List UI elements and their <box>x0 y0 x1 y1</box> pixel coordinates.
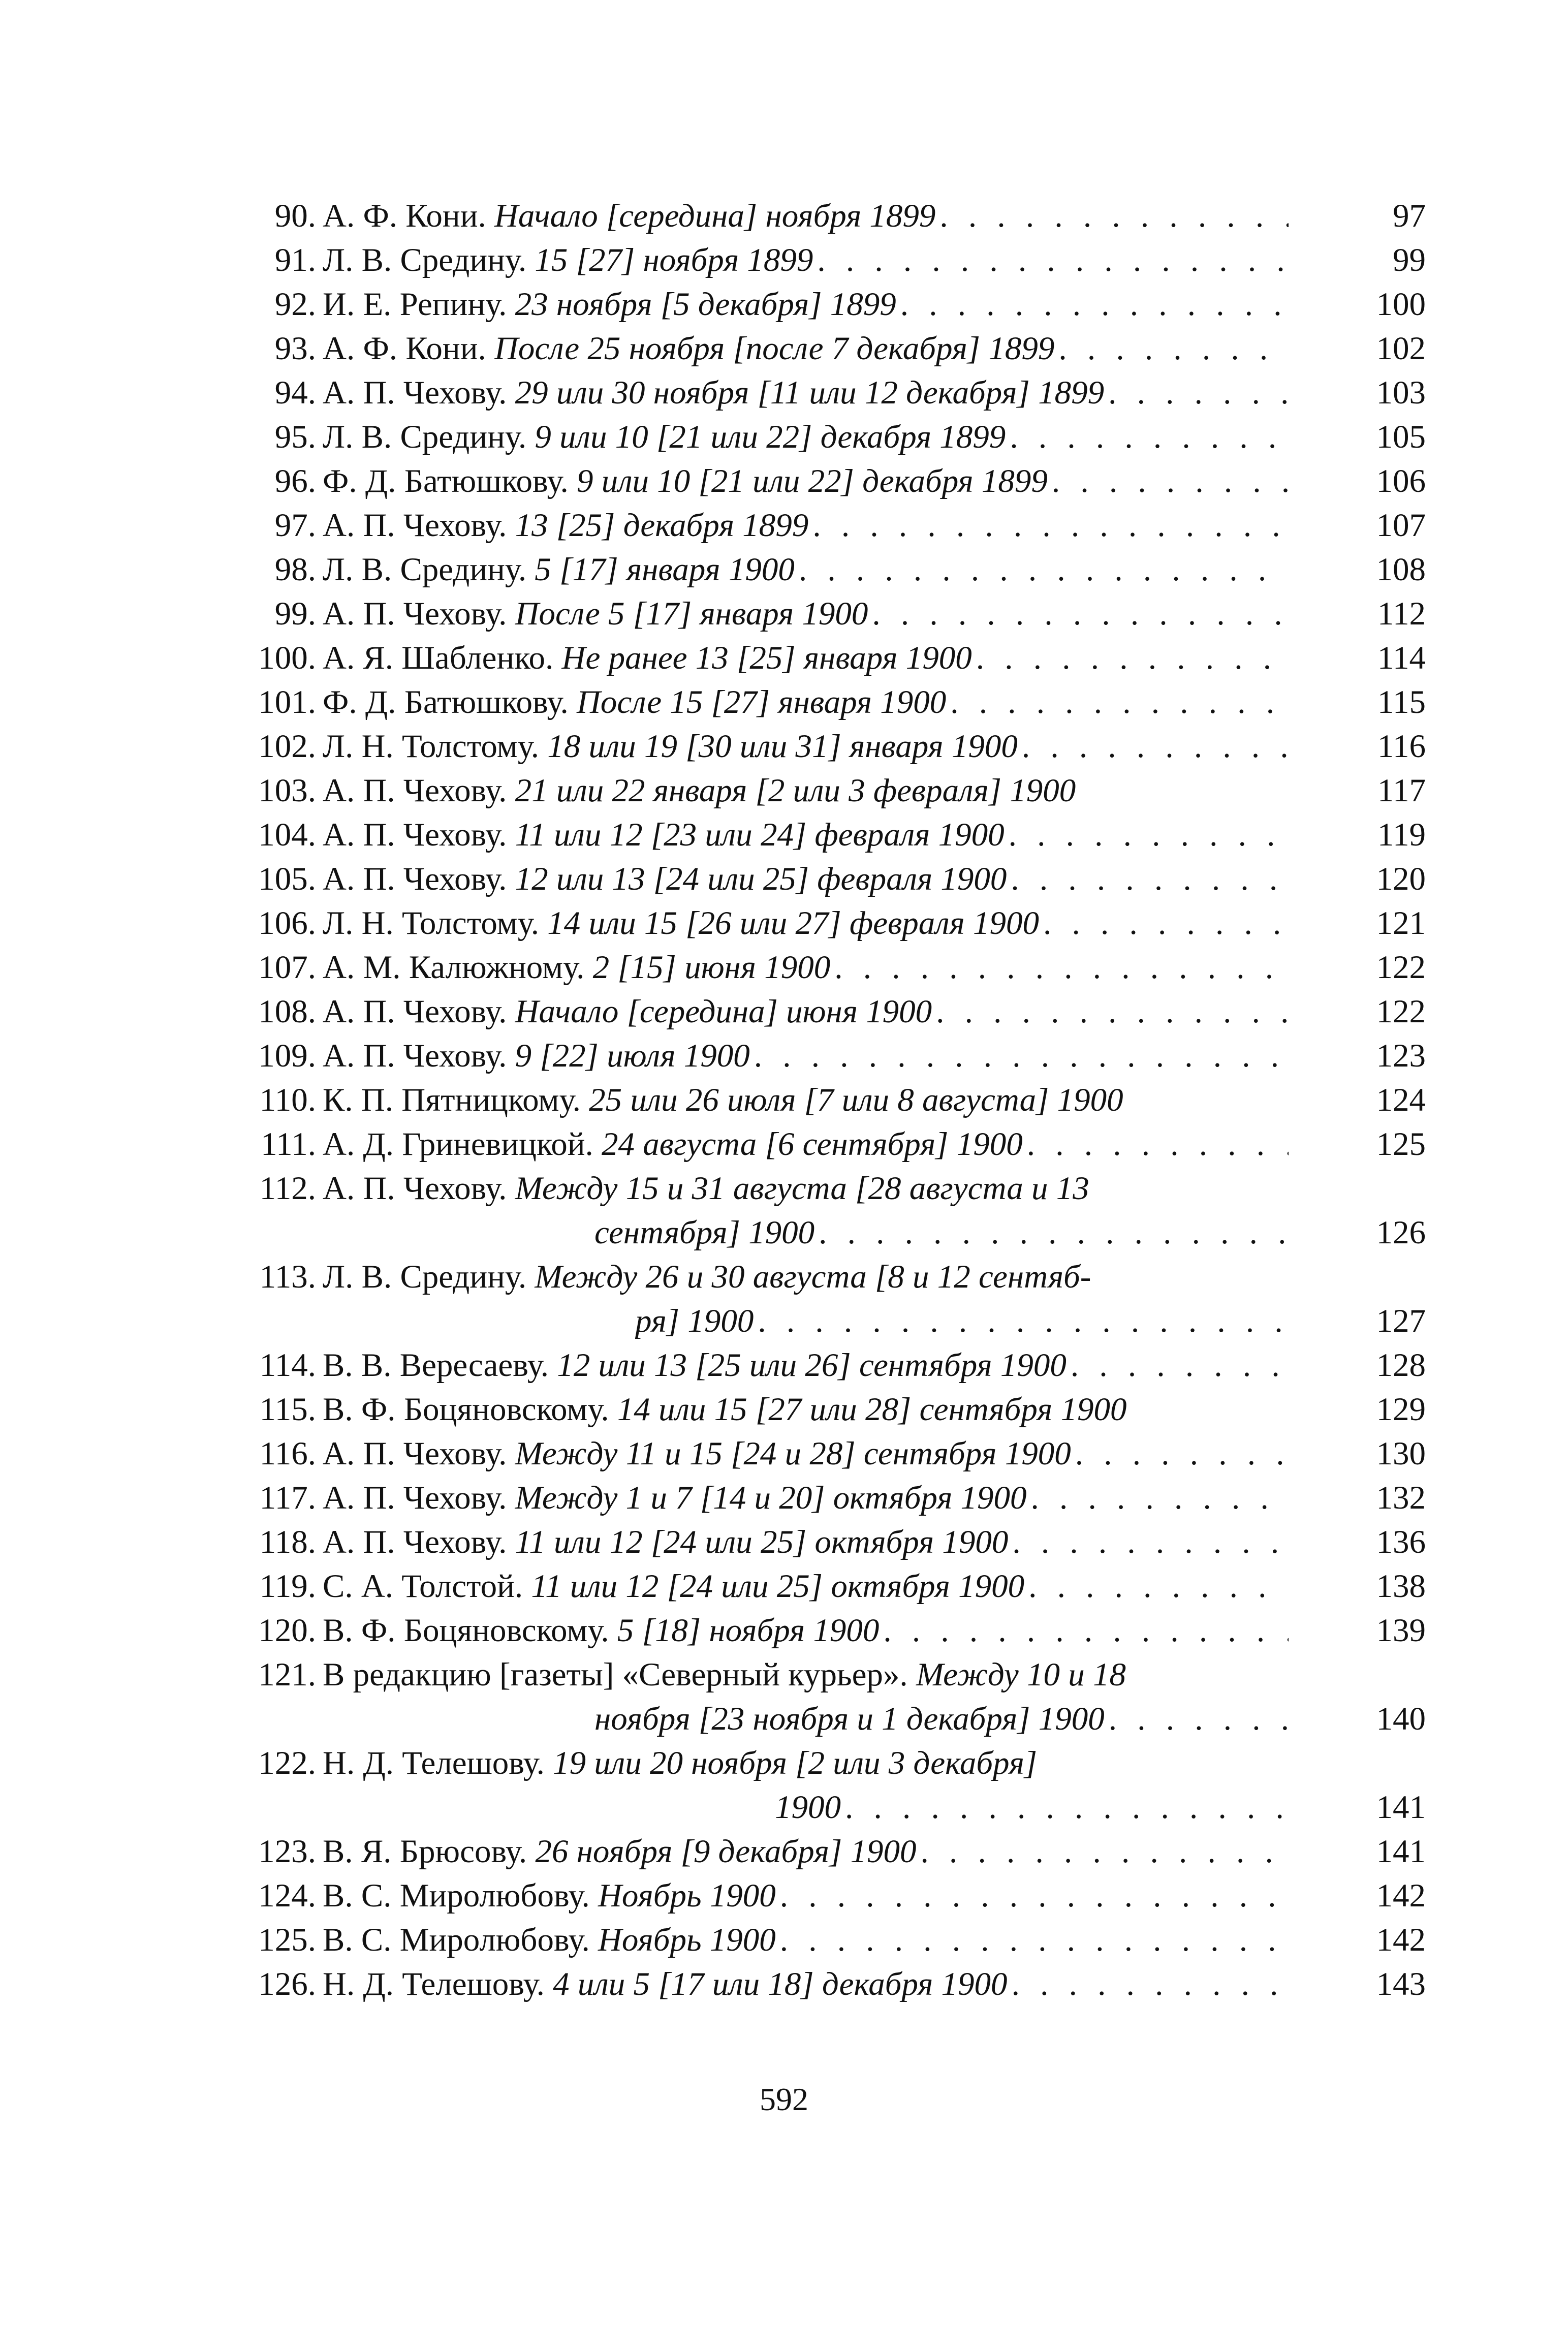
page-number: 141 <box>1376 1789 1426 1826</box>
leader-dots <box>834 946 1289 990</box>
recipient: Н. Д. Телешову. <box>323 1745 545 1781</box>
letter-date: После 5 [17] января 1900 <box>515 595 868 632</box>
entry-number: 110. <box>259 1082 316 1118</box>
toc-entry <box>239 1653 1426 1741</box>
recipient: В. С. Миролюбову. <box>323 1922 590 1958</box>
toc-entry <box>239 371 1426 415</box>
letter-date: 18 или 19 [30 или 31] января 1900 <box>547 728 1018 765</box>
letter-date: 9 или 10 [21 или 22] декабря 1899 <box>535 419 1006 455</box>
recipient: Ф. Д. Батюшкову. <box>323 684 569 720</box>
recipient: А. П. Чехову. <box>323 1170 507 1207</box>
page-number: 124 <box>1376 1082 1426 1118</box>
recipient: А. П. Чехову. <box>323 1435 507 1472</box>
leader-dots <box>872 592 1289 636</box>
page-number: 128 <box>1376 1347 1426 1384</box>
entry-number: 114. <box>259 1347 316 1384</box>
page-number: 103 <box>1376 374 1426 411</box>
page-number: 105 <box>1376 419 1426 455</box>
entry-number: 121. <box>258 1656 316 1693</box>
letter-date: 9 [22] июля 1900 <box>515 1038 750 1074</box>
page-number: 99 <box>1393 242 1426 278</box>
leader-dots <box>1071 1343 1289 1388</box>
entry-number: 99. <box>274 595 316 632</box>
entry-number: 106. <box>258 905 316 942</box>
entry-number: 126. <box>258 1966 316 2002</box>
leader-dots <box>1010 415 1289 459</box>
leader-dots <box>845 1785 1289 1830</box>
toc-entry <box>239 1564 1426 1609</box>
leader-dots <box>1012 1962 1289 2007</box>
leader-dots <box>1011 857 1289 901</box>
letter-date: 12 или 13 [25 или 26] сентября 1900 <box>557 1347 1067 1384</box>
leader-dots <box>1108 371 1289 415</box>
toc-entry <box>239 1520 1426 1564</box>
toc-entry <box>239 946 1426 990</box>
letter-date: Между 26 и 30 августа [8 и 12 сентяб- <box>535 1259 1091 1295</box>
entry-number: 113. <box>259 1259 316 1295</box>
entry-number: 91. <box>274 242 316 278</box>
letter-date: 14 или 15 [27 или 28] сентября 1900 <box>617 1391 1127 1428</box>
leader-dots <box>1052 459 1289 504</box>
entry-number: 98. <box>274 551 316 588</box>
leader-dots <box>812 504 1289 548</box>
letter-date: 25 или 26 июля [7 или 8 августа] 1900 <box>589 1082 1123 1118</box>
entry-number: 115. <box>259 1391 316 1428</box>
recipient: В. В. Вересаеву. <box>323 1347 549 1384</box>
recipient: В. Я. Брюсову. <box>323 1833 527 1870</box>
entry-number: 122. <box>258 1745 316 1781</box>
entry-number: 108. <box>258 993 316 1030</box>
entry-number: 117. <box>259 1480 316 1516</box>
page-number: 122 <box>1376 993 1426 1030</box>
entry-number: 111. <box>261 1126 316 1163</box>
entry-number: 96. <box>274 463 316 499</box>
entry-number: 107. <box>258 949 316 986</box>
letter-date: Ноябрь 1900 <box>598 1922 776 1958</box>
page-number: 117 <box>1377 772 1426 809</box>
leader-dots <box>1109 1697 1289 1741</box>
toc-entry <box>239 1343 1426 1388</box>
letter-date: 11 или 12 [23 или 24] февраля 1900 <box>515 817 1005 853</box>
page-number: 141 <box>1376 1833 1426 1870</box>
table-of-contents <box>239 194 1426 2007</box>
entry-number: 93. <box>274 330 316 367</box>
leader-dots <box>1075 1432 1289 1476</box>
toc-entry <box>239 194 1426 238</box>
letter-date: 21 или 22 января [2 или 3 февраля] 1900 <box>515 772 1076 809</box>
toc-entry <box>239 415 1426 459</box>
letter-date: 23 ноября [5 декабря] 1899 <box>515 286 896 323</box>
leader-dots <box>817 238 1289 283</box>
leader-dots <box>1028 1564 1289 1609</box>
entry-number: 103. <box>258 772 316 809</box>
toc-entry <box>239 636 1426 680</box>
toc-entry <box>239 327 1426 371</box>
toc-entry <box>239 990 1426 1034</box>
page-number: 132 <box>1376 1480 1426 1516</box>
letter-date-continued: ря] 1900 <box>635 1303 754 1339</box>
entry-number: 90. <box>274 198 316 234</box>
leader-dots <box>976 636 1289 680</box>
recipient: К. П. Пятницкому. <box>323 1082 581 1118</box>
letter-date: Между 10 и 18 <box>916 1656 1126 1693</box>
letter-date: Между 15 и 31 августа [28 августа и 13 <box>515 1170 1089 1207</box>
toc-entry <box>239 1078 1426 1122</box>
recipient: А. Ф. Кони. <box>323 330 486 367</box>
page-number: 120 <box>1376 861 1426 897</box>
letter-date: 29 или 30 ноября [11 или 12 декабря] 1899 <box>515 374 1105 411</box>
toc-entry <box>239 1034 1426 1078</box>
entry-number: 125. <box>258 1922 316 1958</box>
leader-dots <box>1058 327 1289 371</box>
recipient: А. П. Чехову. <box>323 595 507 632</box>
entry-number: 92. <box>274 286 316 323</box>
entry-number: 101. <box>258 684 316 720</box>
recipient: А. П. Чехову. <box>323 772 507 809</box>
page-number: 119 <box>1377 817 1426 853</box>
leader-dots <box>950 680 1289 725</box>
recipient: А. П. Чехову. <box>323 993 507 1030</box>
letter-date: 5 [17] января 1900 <box>535 551 795 588</box>
recipient: А. П. Чехову. <box>323 817 507 853</box>
letter-date: 2 [15] июня 1900 <box>592 949 831 986</box>
page-number: 139 <box>1376 1612 1426 1649</box>
toc-entry <box>239 1255 1426 1343</box>
toc-entry <box>239 1609 1426 1653</box>
leader-dots <box>1027 1122 1289 1167</box>
letter-date: Не ранее 13 [25] января 1900 <box>561 640 972 676</box>
page-number: 107 <box>1376 507 1426 544</box>
entry-number: 105. <box>258 861 316 897</box>
page-number: 126 <box>1376 1214 1426 1251</box>
toc-entry <box>239 680 1426 725</box>
entry-number: 94. <box>274 374 316 411</box>
recipient: А. П. Чехову. <box>323 374 507 411</box>
page-number: 112 <box>1377 595 1426 632</box>
letter-date: 24 августа [6 сентября] 1900 <box>602 1126 1023 1163</box>
entry-number: 95. <box>274 419 316 455</box>
leader-dots <box>758 1299 1289 1343</box>
entry-number: 123. <box>258 1833 316 1870</box>
leader-dots <box>883 1609 1289 1653</box>
toc-entry <box>239 238 1426 283</box>
letter-date-continued: 1900 <box>775 1789 841 1826</box>
page-number: 121 <box>1376 905 1426 942</box>
leader-dots <box>799 548 1289 592</box>
recipient: В. С. Миролюбову. <box>323 1877 590 1914</box>
toc-entry <box>239 283 1426 327</box>
letter-date: Начало [середина] июня 1900 <box>515 993 932 1030</box>
page-number: 97 <box>1393 198 1426 234</box>
entry-number: 109. <box>258 1038 316 1074</box>
leader-dots <box>780 1874 1289 1918</box>
toc-entry <box>239 813 1426 857</box>
page-number: 108 <box>1376 551 1426 588</box>
entry-number: 97. <box>274 507 316 544</box>
entry-number: 104. <box>258 817 316 853</box>
page-number: 106 <box>1376 463 1426 499</box>
recipient: Л. В. Средину. <box>323 242 527 278</box>
letter-date-continued: сентября] 1900 <box>594 1214 815 1251</box>
leader-dots <box>936 990 1289 1034</box>
leader-dots <box>1031 1476 1289 1520</box>
entry-number: 118. <box>259 1524 316 1560</box>
letter-date: 4 или 5 [17 или 18] декабря 1900 <box>553 1966 1008 2002</box>
page-number: 125 <box>1376 1126 1426 1163</box>
page-number: 130 <box>1376 1435 1426 1472</box>
recipient: Л. В. Средину. <box>323 1259 527 1295</box>
letter-date: После 15 [27] января 1900 <box>576 684 947 720</box>
recipient: А. П. Чехову. <box>323 1480 507 1516</box>
page-number: 140 <box>1376 1701 1426 1737</box>
letter-date: 11 или 12 [24 или 25] октября 1900 <box>531 1568 1025 1605</box>
letter-date: 26 ноября [9 декабря] 1900 <box>535 1833 917 1870</box>
recipient: Л. Н. Толстому. <box>323 728 539 765</box>
entry-number: 124. <box>258 1877 316 1914</box>
entry-number: 112. <box>259 1170 316 1207</box>
toc-entry <box>239 548 1426 592</box>
leader-dots <box>1012 1520 1289 1564</box>
page-number: 115 <box>1377 684 1426 720</box>
leader-dots <box>1043 901 1289 946</box>
recipient: А. П. Чехову. <box>323 861 507 897</box>
toc-entry <box>239 1388 1426 1432</box>
recipient: С. А. Толстой. <box>323 1568 523 1605</box>
toc-entry <box>239 504 1426 548</box>
page-number: 123 <box>1376 1038 1426 1074</box>
leader-dots <box>819 1211 1289 1255</box>
toc-entry <box>239 901 1426 946</box>
recipient: А. М. Калюжному. <box>323 949 585 986</box>
toc-entry <box>239 1122 1426 1167</box>
toc-entry <box>239 1741 1426 1830</box>
recipient: А. П. Чехову. <box>323 507 507 544</box>
recipient: Л. В. Средину. <box>323 551 527 588</box>
page-number: 129 <box>1376 1391 1426 1428</box>
page-number: 142 <box>1376 1922 1426 1958</box>
entry-number: 119. <box>259 1568 316 1605</box>
page-number: 143 <box>1376 1966 1426 2002</box>
page-number: 122 <box>1376 949 1426 986</box>
toc-entry <box>239 725 1426 769</box>
letter-date: 13 [25] декабря 1899 <box>515 507 809 544</box>
recipient: А. Д. Гриневицкой. <box>323 1126 593 1163</box>
recipient: А. Я. Шабленко. <box>323 640 554 676</box>
recipient: В. Ф. Боцяновскому. <box>323 1612 609 1649</box>
recipient: Ф. Д. Батюшкову. <box>323 463 569 499</box>
letter-date: 12 или 13 [24 или 25] февраля 1900 <box>515 861 1007 897</box>
letter-date: Между 11 и 15 [24 и 28] сентября 1900 <box>515 1435 1071 1472</box>
leader-dots <box>754 1034 1289 1078</box>
letter-date: 9 или 10 [21 или 22] декабря 1899 <box>576 463 1048 499</box>
toc-entry <box>239 1962 1426 2007</box>
toc-entry <box>239 769 1426 813</box>
letter-date: Ноябрь 1900 <box>598 1877 776 1914</box>
page-folio: 592 <box>760 2081 808 2117</box>
entry-number: 116. <box>259 1435 316 1472</box>
letter-date: 5 [18] ноября 1900 <box>617 1612 880 1649</box>
toc-entry <box>239 1167 1426 1255</box>
recipient: А. Ф. Кони. <box>323 198 486 234</box>
recipient: Л. В. Средину. <box>323 419 527 455</box>
letter-date: После 25 ноября [после 7 декабря] 1899 <box>494 330 1055 367</box>
page-number: 100 <box>1376 286 1426 323</box>
toc-entry <box>239 1874 1426 1918</box>
letter-date: 15 [27] ноября 1899 <box>535 242 813 278</box>
recipient: А. П. Чехову. <box>323 1038 507 1074</box>
leader-dots <box>1009 813 1289 857</box>
toc-entry <box>239 1830 1426 1874</box>
toc-entry <box>239 1476 1426 1520</box>
letter-date: Начало [середина] ноября 1899 <box>494 198 936 234</box>
leader-dots <box>900 283 1289 327</box>
page-number: 142 <box>1376 1877 1426 1914</box>
letter-date: 11 или 12 [24 или 25] октября 1900 <box>515 1524 1009 1560</box>
toc-entry <box>239 857 1426 901</box>
recipient: Л. Н. Толстому. <box>323 905 539 942</box>
leader-dots <box>921 1830 1289 1874</box>
page-number: 127 <box>1376 1303 1426 1339</box>
toc-entry <box>239 459 1426 504</box>
letter-date: 14 или 15 [26 или 27] февраля 1900 <box>547 905 1040 942</box>
entry-number: 100. <box>258 640 316 676</box>
entry-number: 102. <box>258 728 316 765</box>
leader-dots <box>1022 725 1289 769</box>
leader-dots <box>780 1918 1289 1962</box>
page-number: 102 <box>1376 330 1426 367</box>
page-number: 136 <box>1376 1524 1426 1560</box>
page-number: 114 <box>1377 640 1426 676</box>
letter-date-continued: ноября [23 ноября и 1 декабря] 1900 <box>594 1701 1105 1737</box>
toc-entry <box>239 592 1426 636</box>
recipient: В. Ф. Боцяновскому. <box>323 1391 609 1428</box>
entry-number: 120. <box>258 1612 316 1649</box>
toc-entry <box>239 1918 1426 1962</box>
recipient: А. П. Чехову. <box>323 1524 507 1560</box>
letter-date: Между 1 и 7 [14 и 20] октября 1900 <box>515 1480 1027 1516</box>
leader-dots <box>939 194 1289 238</box>
toc-entry <box>239 1432 1426 1476</box>
page-number: 138 <box>1376 1568 1426 1605</box>
letter-date: 19 или 20 ноября [2 или 3 декабря] <box>553 1745 1038 1781</box>
recipient: И. Е. Репину. <box>323 286 507 323</box>
recipient: В редакцию [газеты] «Северный курьер». <box>323 1656 908 1693</box>
page-number: 116 <box>1377 728 1426 765</box>
recipient: Н. Д. Телешову. <box>323 1966 545 2002</box>
